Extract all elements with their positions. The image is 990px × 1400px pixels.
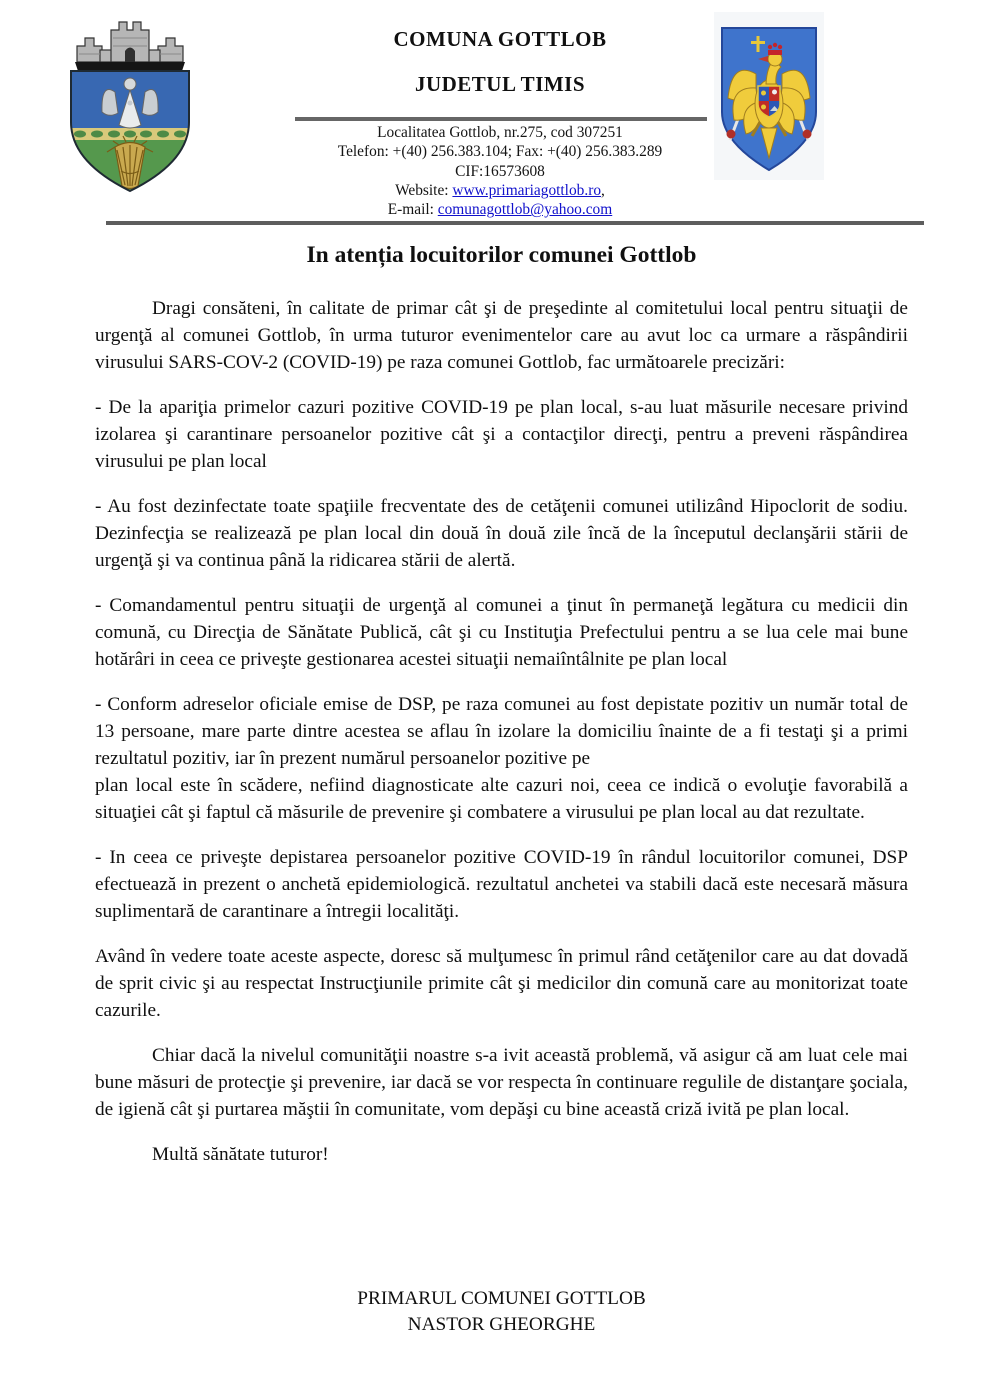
paragraph-closing: Multă sănătate tuturor! — [152, 1144, 329, 1165]
paragraph-intro: Dragi consăteni, în calitate de primar cât şi de preşedinte al comitetului local pentru situaţii de urgenţă al comunei Gottlob, în urma tuturor evenimentelor care au avut loc ca urmare a răspândirii virusului SARS-COV-2 (COVID-19) pe raza comunei Gottlob, fac următoarele precizări: — [95, 298, 908, 373]
paragraph-4-part-1: - Conform adreselor oficiale emise de DSP, pe raza comunei au fost depistate pozitiv un număr total de 13 persoane, mare parte dintre acestea se aflau în izolare la domiciliu înainte de a fi testaţi şi a primi rezultatul pozitiv, iar în prezent numărul persoanelor pozitive pe — [95, 694, 908, 769]
page-title: In atenția locuitorilor comunei Gottlob — [306, 242, 697, 268]
signature-name: NASTOR GHEORGHE — [407, 1314, 596, 1335]
email-line — [245, 200, 755, 219]
website-line — [245, 181, 755, 200]
letter-body — [95, 295, 908, 1186]
paragraph-assurance: Chiar dacă la nivelul comunităţii noastre s-a ivit această problemă, vă asigur că am luat cele mai bune măsuri de protecţie şi prevenire, iar dacă se vor respecta în continuare regulile de distanţare şociala, de igienă cât şi purtarea măştii în comunitate, vom depăşi cu bine această criză ivită pe plan local. — [95, 1045, 908, 1120]
website-suffix: , — [601, 181, 605, 199]
cif-line: CIF:16573608 — [455, 162, 545, 180]
header-divider-top — [295, 117, 707, 121]
email-label: E-mail: — [387, 201, 438, 219]
website-label: Website: — [395, 181, 453, 199]
paragraph-measure-2: - Au fost dezinfectate toate spaţiile frecventate des de cetăţenii comunei utilizând Hipoclorit de sodiu. Dezinfecţia se realizează pe plan local din două în două zile încă de la începutul declanşării stării de urgenţă şi va continua până la ridicarea stării de alertă. — [95, 496, 908, 571]
paragraph-measure-1: - De la apariţia primelor cazuri pozitive COVID-19 pe plan local, s-au luat măsurile necesare privind izolarea şi carantinare persoanelor pozitive cât şi a contacţilor direcţi, pentru a preveni răspândirea virusului pe plan local — [95, 397, 908, 472]
phone-fax-line: Telefon: +(40) 256.383.104; Fax: +(40) 256.383.289 — [337, 143, 663, 161]
paragraph-measure-3: - Comandamentul pentru situaţii de urgenţă al comunei a ţinut în permaneţă legătura cu medicii din comună, cu Direcţia de Sănătate Publică, cât şi cu Instituţia Prefectului pentru a se lua cele mai bune hotărâri in ceea ce priveşte gestionarea acestei situaţii nemaiîntâlnite pe plan local — [95, 595, 908, 670]
signature-title: PRIMARUL COMUNEI GOTTLOB — [357, 1288, 646, 1309]
commune-name: COMUNA GOTTLOB — [393, 27, 607, 51]
gottlob-coat-of-arms-icon — [55, 10, 205, 195]
paragraph-measure-5: - In ceea ce priveşte depistarea persoanelor pozitive COVID-19 în rândul locuitorilor comunei, DSP efectuează in prezent o anchetă epidemiologică. rezultatul anchetei va stabili dacă este necesară măsura suplimentară de carantinare a întregii localităţi. — [95, 847, 908, 922]
email-link[interactable]: comunagottlob@yahoo.com — [437, 201, 613, 219]
paragraph-measure-4 — [95, 691, 908, 826]
address-line: Localitatea Gottlob, nr.275, cod 307251 — [377, 124, 623, 141]
paragraph-thanks: Având în vedere toate aceste aspecte, doresc să mulţumesc în primul rând cetăţenilor care au dat dovadă de sprit civic şi au respectat Instrucţiunile primite cât şi medicilor din comună care au monitorizat toate cazurile. — [95, 946, 908, 1021]
contact-block — [245, 123, 755, 219]
header-divider-bottom — [106, 221, 924, 225]
paragraph-4-part-2: plan local este în scădere, nefiind diagnosticate alte cazuri noi, ceea ce indică o evoluţie favorabilă a situaţiei cât şi faptul că măsurile de prevenire şi combatere a virusului pe plan local au dat rezultate. — [95, 775, 908, 823]
website-link[interactable]: www.primariagottlob.ro — [452, 181, 602, 199]
signature-block — [95, 1286, 908, 1338]
letterhead — [245, 26, 755, 97]
county-name: JUDETUL TIMIS — [414, 72, 586, 96]
